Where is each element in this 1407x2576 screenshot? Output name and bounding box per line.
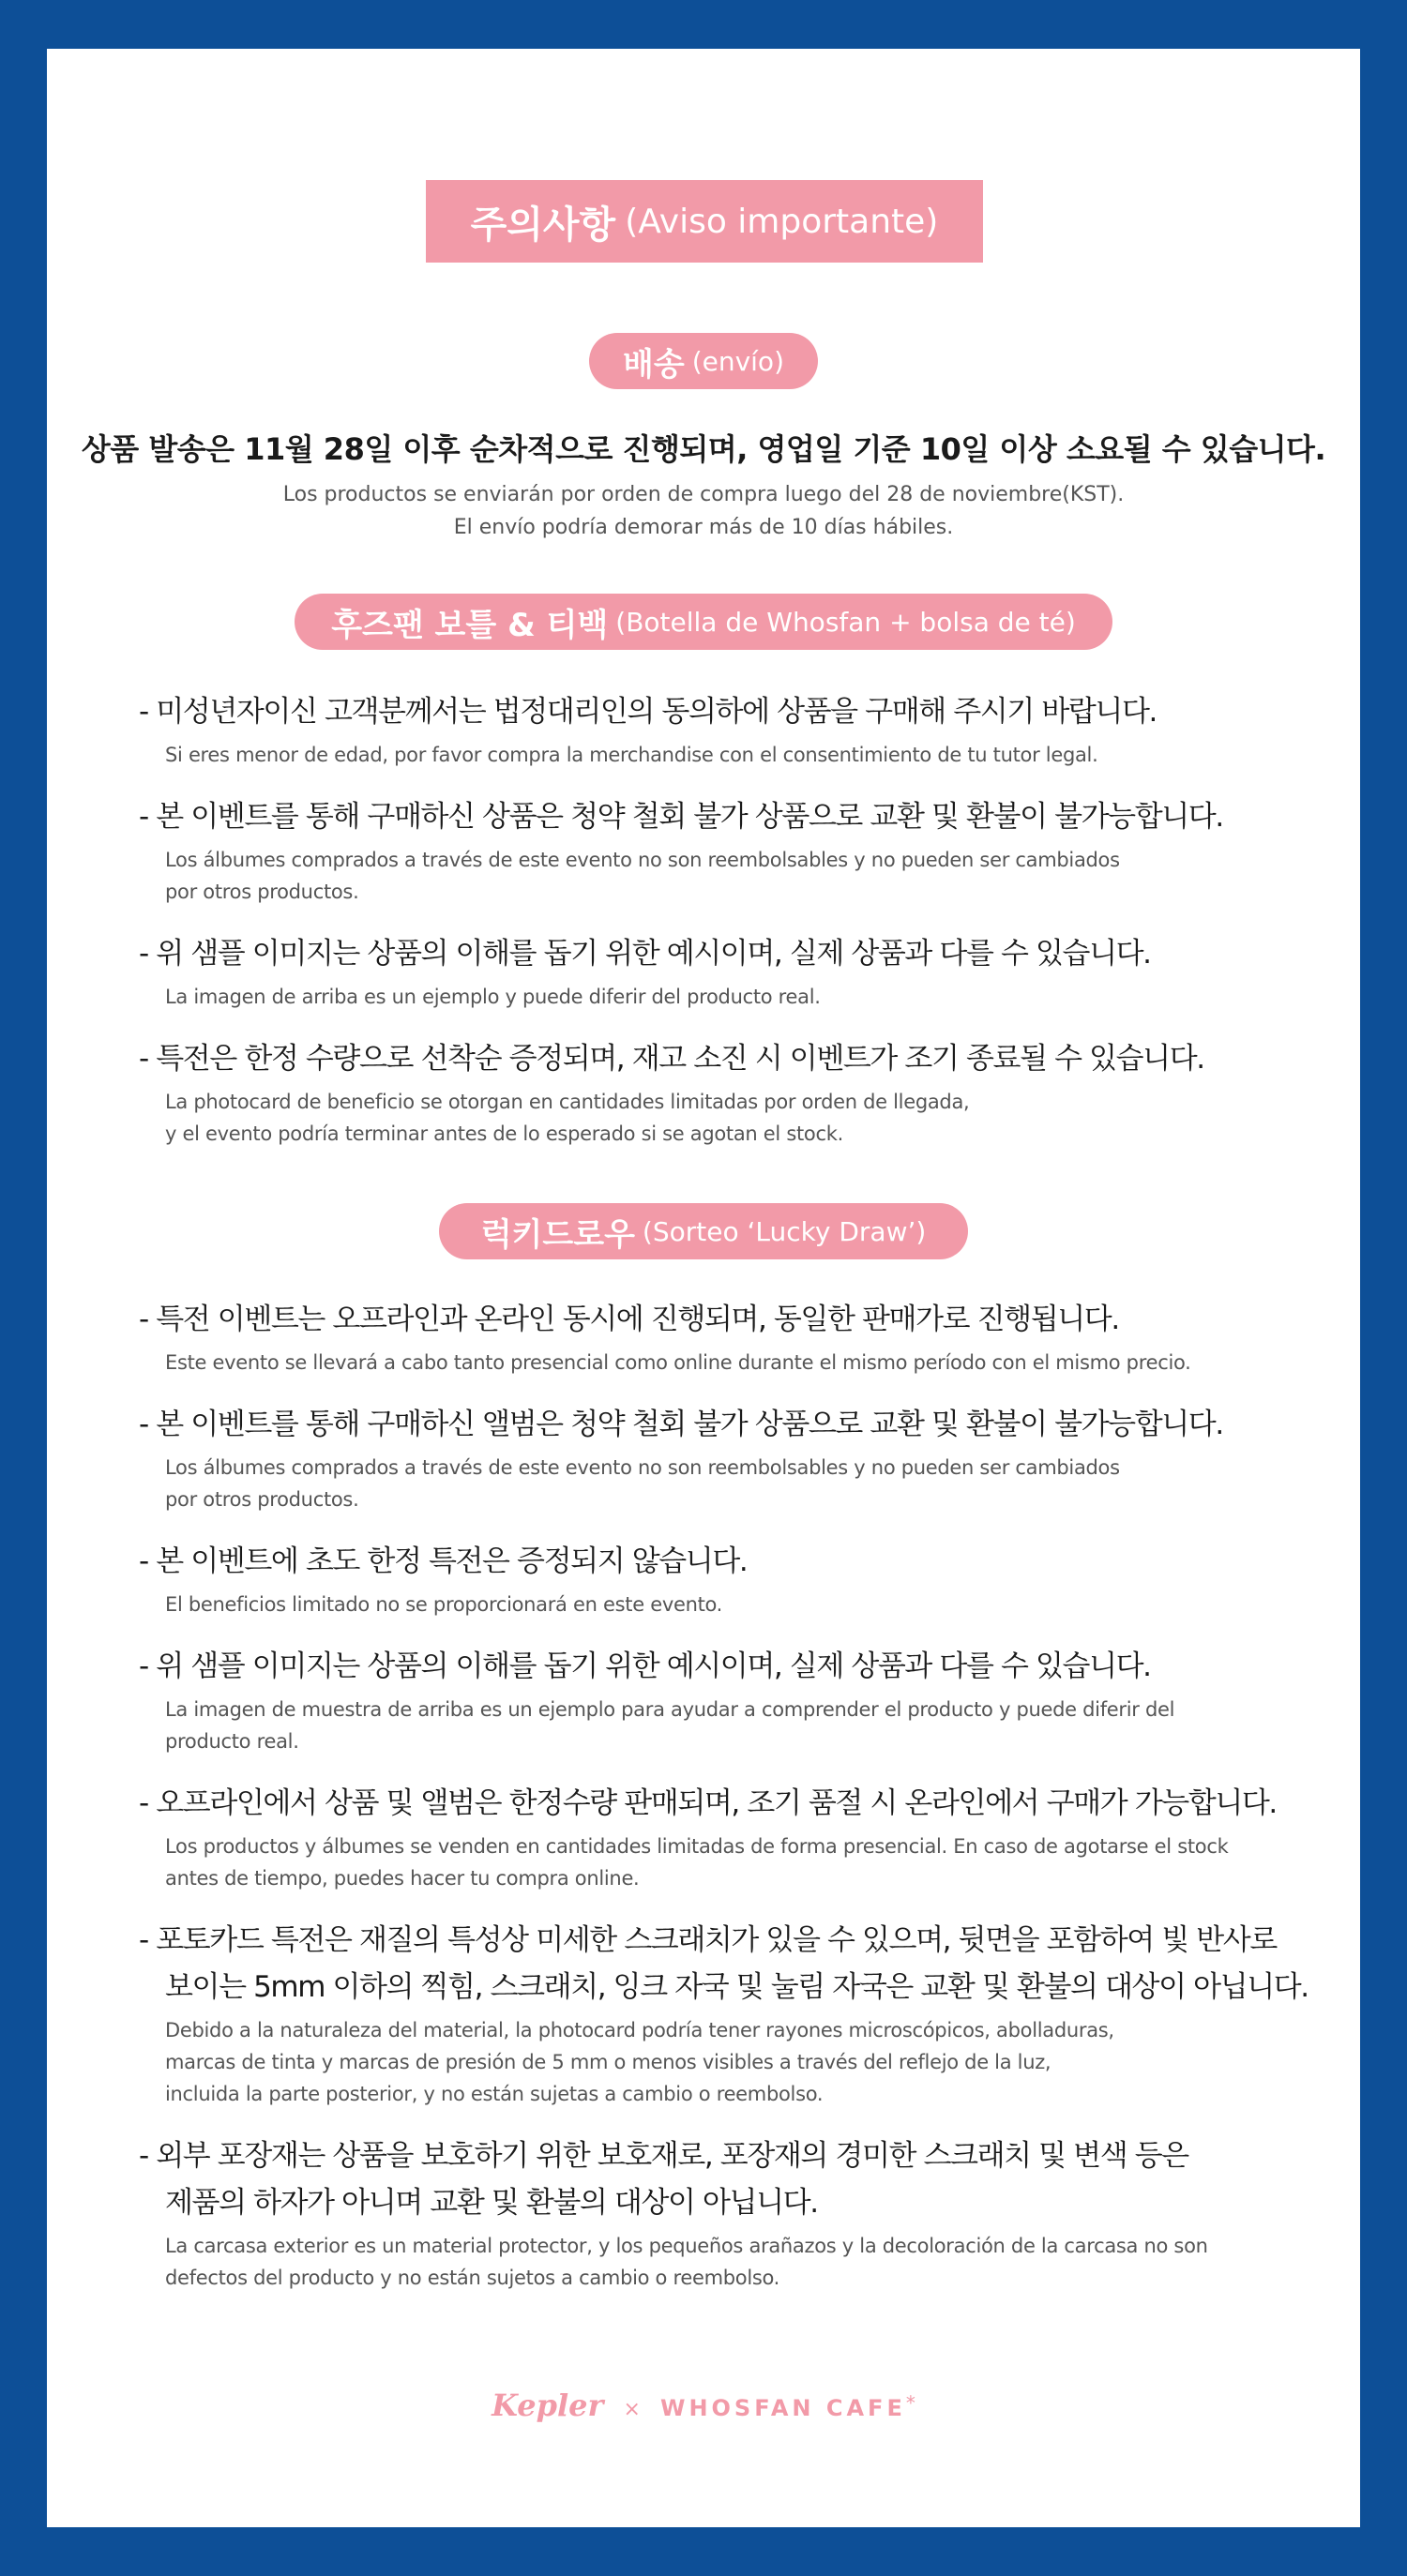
lucky-item xyxy=(139,1643,1321,1757)
lucky-item xyxy=(139,1538,1321,1620)
item-spanish: Los álbumes comprados a través de este evento no son reembolsables y no pueden ser cambiados por otros productos. xyxy=(165,849,1120,903)
item-korean: - 위 샘플 이미지는 상품의 이해를 돕기 위한 예시이며, 실제 상품과 다를 수 있습니다. xyxy=(139,937,1151,971)
lucky-pill-spanish: (Sorteo ‘Lucky Draw’) xyxy=(642,1215,927,1247)
item-korean: - 본 이벤트를 통해 구매하신 앨범은 청약 철회 불가 상품으로 교환 및 환불이 불가능합니다. xyxy=(139,1408,1223,1441)
logo-star: * xyxy=(905,2391,915,2415)
item-spanish: Si eres menor de edad, por favor compra la merchandise con el consentimiento de tu tutor legal. xyxy=(165,744,1098,766)
shipping-sub-line-2: El envío podría demorar más de 10 días hábiles. xyxy=(453,516,954,539)
shipping-headline: 상품 발송은 11월 28일 이후 순차적으로 진행되며, 영업일 기준 10일 이상 소요될 수 있습니다. xyxy=(81,431,1326,467)
kepler-logo: Kepler xyxy=(492,2388,604,2423)
item-korean: - 특전 이벤트는 오프라인과 온라인 동시에 진행되며, 동일한 판매가로 진행됩니다. xyxy=(139,1303,1119,1336)
shipping-pill xyxy=(589,333,818,389)
item-spanish: La imagen de muestra de arriba es un ejemplo para ayudar a comprender el producto y puede diferir del producto real. xyxy=(165,1698,1175,1753)
item-korean: - 미성년자이신 고객분께서는 법정대리인의 동의하에 상품을 구매해 주시기 바랍니다. xyxy=(139,695,1157,729)
item-spanish: El beneficios limitado no se proporcionará en este evento. xyxy=(165,1593,723,1616)
shipping-pill-spanish: (envío) xyxy=(691,345,784,377)
shipping-pill-korean: 배송 xyxy=(622,345,685,384)
item-korean: - 포토카드 특전은 재질의 특성상 미세한 스크래치가 있을 수 있으며, 뒷면을 포함하여 빛 반사로 보이는 5mm 이하의 찍힘, 스크래치, 잉크 자국 및 눌림 자국은 교환 및 환불의 대상이 아닙니다. xyxy=(139,1923,1309,2004)
item-spanish: Este evento se llevará a cabo tanto presencial como online durante el mismo período con el mismo precio. xyxy=(165,1351,1191,1374)
item-korean: - 오프라인에서 상품 및 앨범은 한정수량 판매되며, 조기 품절 시 온라인에서 구매가 가능합니다. xyxy=(139,1786,1277,1820)
lucky-draw-pill xyxy=(439,1203,968,1259)
item-korean: - 특전은 한정 수량으로 선착순 증정되며, 재고 소진 시 이벤트가 조기 종료될 수 있습니다. xyxy=(139,1042,1204,1076)
lucky-item xyxy=(139,1917,1321,2110)
item-korean: - 본 이벤트에 초도 한정 특전은 증정되지 않습니다. xyxy=(139,1544,748,1578)
notice-title xyxy=(426,180,983,263)
bottle-pill xyxy=(295,594,1112,650)
collab-x: × xyxy=(623,2398,641,2421)
item-spanish: Los productos y álbumes se venden en cantidades limitadas de forma presencial. En caso de agotarse el stock antes de tiempo, puedes hacer tu compra online. xyxy=(165,1835,1229,1890)
bottle-pill-korean: 후즈팬 보틀 & 티백 xyxy=(331,606,609,644)
bottle-item xyxy=(139,930,1321,1013)
title-spanish: (Aviso importante) xyxy=(625,202,939,241)
item-korean: - 외부 포장재는 상품을 보호하기 위한 보호재로, 포장재의 경미한 스크래치 및 변색 등은 제품의 하자가 아니며 교환 및 환불의 대상이 아닙니다. xyxy=(139,2139,1188,2220)
lucky-item xyxy=(139,1780,1321,1894)
item-spanish: Debido a la naturaleza del material, la photocard podría tener rayones microscópicos, abolladuras, marcas de tinta y marcas de presión de 5 mm o menos visibles a través del reflejo de la luz, incluida la parte posterior, y no están sujetas a cambio o reembolso. xyxy=(165,2019,1114,2105)
lucky-item xyxy=(139,2132,1321,2294)
item-korean: - 위 샘플 이미지는 상품의 이해를 돕기 위한 예시이며, 실제 상품과 다를 수 있습니다. xyxy=(139,1650,1151,1683)
notice-card xyxy=(47,49,1360,2527)
whosfan-cafe-logo: WHOSFAN CAFE xyxy=(659,2395,906,2421)
bottle-item xyxy=(139,688,1321,771)
bottle-item xyxy=(139,1035,1321,1150)
bottle-pill-spanish: (Botella de Whosfan + bolsa de té) xyxy=(615,606,1076,638)
item-spanish: Los álbumes comprados a través de este evento no son reembolsables y no pueden ser cambiados por otros productos. xyxy=(165,1456,1120,1511)
item-korean: - 본 이벤트를 통해 구매하신 상품은 청약 철회 불가 상품으로 교환 및 환불이 불가능합니다. xyxy=(139,800,1223,834)
title-korean: 주의사항 xyxy=(470,203,616,247)
lucky-pill-korean: 럭키드로우 xyxy=(480,1215,635,1254)
bottle-item xyxy=(139,793,1321,908)
item-spanish: La photocard de beneficio se otorgan en cantidades limitadas por orden de llegada, y el evento podría terminar antes de lo esperado si se agotan el stock. xyxy=(165,1091,970,1145)
footer-logos xyxy=(47,2388,1360,2423)
item-spanish: La imagen de arriba es un ejemplo y puede diferir del producto real. xyxy=(165,986,821,1008)
item-spanish: La carcasa exterior es un material protector, y los pequeños arañazos y la decoloración de la carcasa no son defectos del producto y no están sujetos a cambio o reembolso. xyxy=(165,2235,1208,2289)
lucky-item xyxy=(139,1296,1321,1378)
shipping-sub-line-1: Los productos se enviarán por orden de compra luego del 28 de noviembre(KST). xyxy=(282,483,1125,506)
lucky-item xyxy=(139,1401,1321,1515)
